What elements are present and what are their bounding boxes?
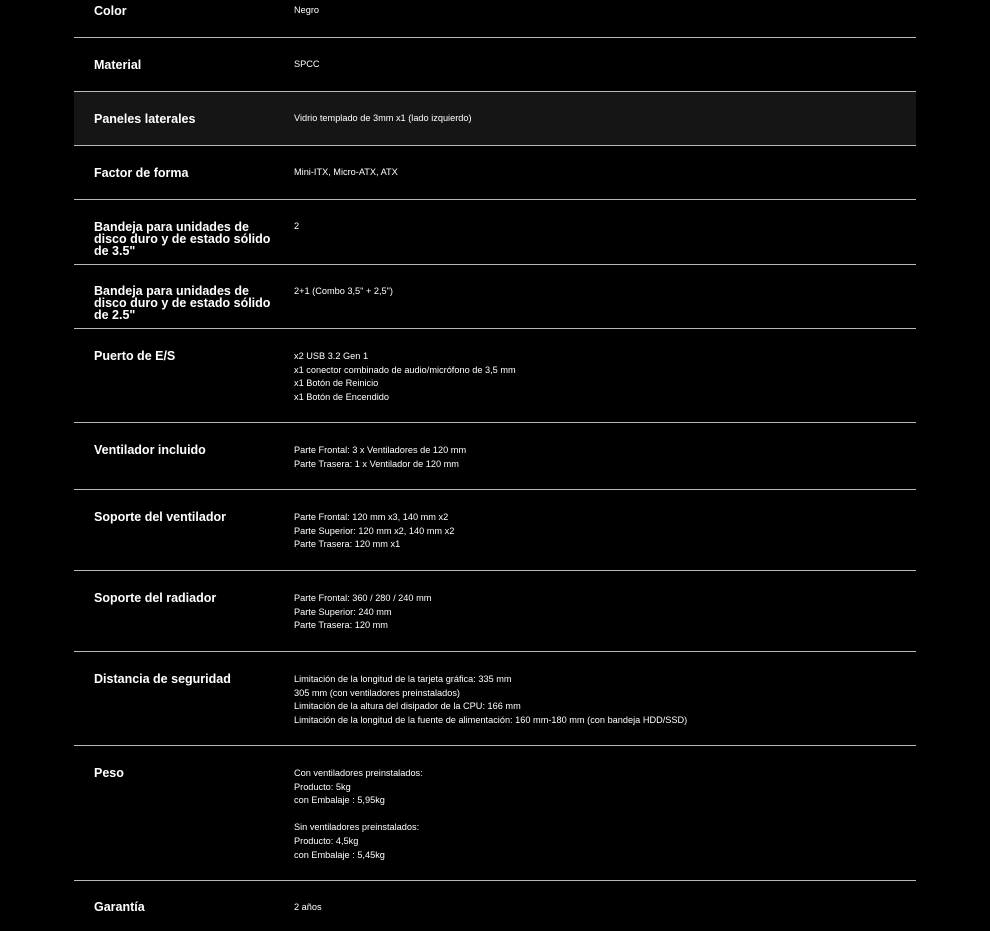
spec-value: SPCC [294, 59, 320, 69]
spec-value: Mini-ITX, Micro-ATX, ATX [294, 167, 398, 177]
spec-row-puerto-es [74, 329, 916, 423]
spec-value: Limitación de la longitud de la tarjeta gráfica: 335 mm 305 mm (con ventiladores preinstalados) Limitación de la altura del disipador de la CPU: 166 mm Limitación de la longitud de la fuente de alimentación: 160 mm-180 mm (con bandeja HDD/SSD) [294, 674, 688, 725]
spec-row-distancia-seguridad [74, 652, 916, 746]
spec-value: Parte Frontal: 3 x Ventiladores de 120 mm Parte Trasera: 1 x Ventilador de 120 mm [294, 445, 467, 469]
spec-row-soporte-ventilador [74, 490, 916, 571]
spec-label: Garantía [94, 900, 145, 914]
spec-label: Puerto de E/S [94, 349, 176, 363]
spec-row-bandeja-3-5 [74, 200, 916, 265]
spec-value: Con ventiladores preinstalados: Producto: 5kg con Embalaje : 5,95kg Sin ventiladores preinstalados: Producto: 4,5kg con Embalaje : 5,45kg [294, 768, 423, 860]
spec-row-ventilador-incluido [74, 423, 916, 490]
spec-row-peso [74, 746, 916, 881]
spec-label: Ventilador incluido [94, 443, 206, 457]
spec-value: 2+1 (Combo 3,5" + 2,5") [294, 286, 393, 296]
spec-row-paneles-laterales [74, 92, 916, 146]
spec-value: Vidrio templado de 3mm x1 (lado izquierdo) [294, 113, 472, 123]
spec-label: Color [94, 4, 127, 18]
spec-label: Soporte del ventilador [94, 510, 226, 524]
spec-label: Bandeja para unidades de disco duro y de estado sólido de 2.5" [94, 284, 271, 322]
spec-label: Material [94, 58, 142, 72]
spec-label: Distancia de seguridad [94, 672, 231, 686]
spec-value: Negro [294, 5, 320, 15]
spec-label: Soporte del radiador [94, 591, 217, 605]
spec-row-bandeja-2-5 [74, 265, 916, 329]
spec-value: x2 USB 3.2 Gen 1 x1 conector combinado de audio/micrófono de 3,5 mm x1 Botón de Reinicio x1 Botón de Encendido [294, 351, 516, 402]
spec-label: Bandeja para unidades de disco duro y de estado sólido de 3.5" [94, 220, 271, 258]
spec-row-garantia [74, 881, 916, 931]
spec-label: Paneles laterales [94, 112, 196, 126]
spec-value: Parte Frontal: 360 / 280 / 240 mm Parte Superior: 240 mm Parte Trasera: 120 mm [294, 593, 432, 631]
spec-value: Parte Frontal: 120 mm x3, 140 mm x2 Parte Superior: 120 mm x2, 140 mm x2 Parte Trasera: 120 mm x1 [294, 512, 455, 550]
spec-label: Factor de forma [94, 166, 189, 180]
spec-table [74, 0, 916, 931]
spec-value: 2 años [294, 902, 322, 912]
spec-row-color [74, 0, 916, 38]
spec-row-factor-de-forma [74, 146, 916, 200]
spec-value: 2 [294, 221, 300, 231]
spec-row-soporte-radiador [74, 571, 916, 652]
spec-label: Peso [94, 766, 124, 780]
spec-row-material [74, 38, 916, 92]
